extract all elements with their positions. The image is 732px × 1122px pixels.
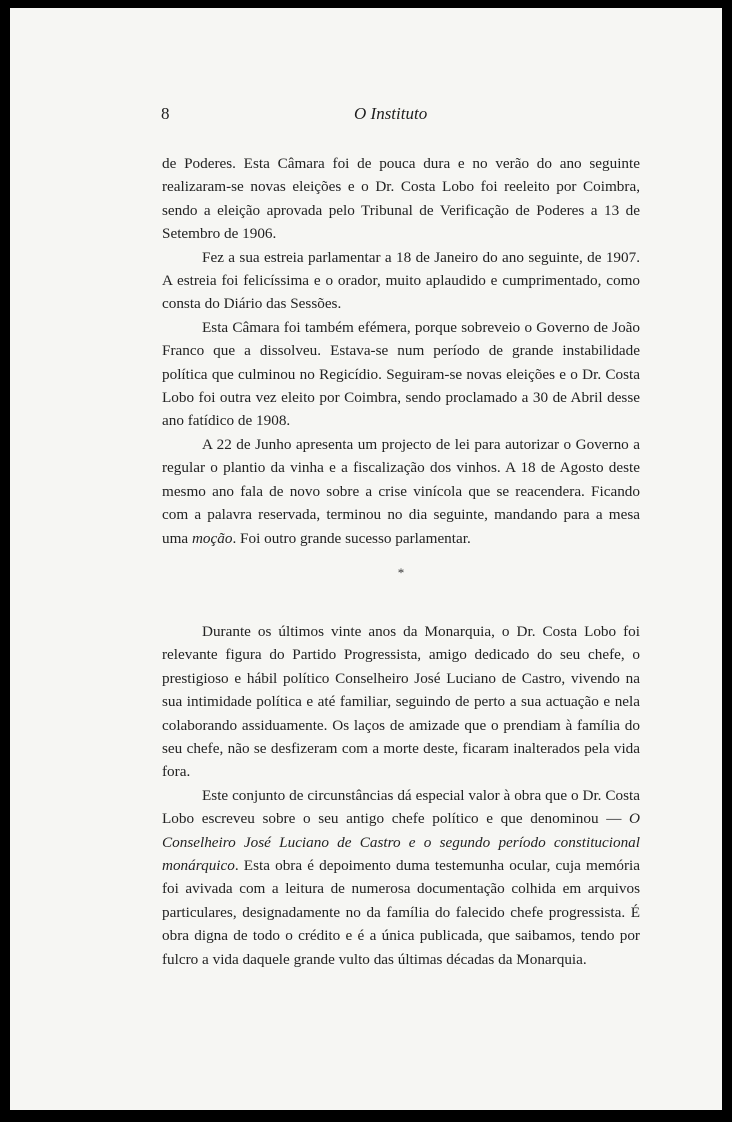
italic-term: moção <box>191 529 233 547</box>
page-header <box>161 104 481 128</box>
section-divider: * <box>397 564 405 580</box>
paragraph: Fez a sua estreia parlamentar a 18 de Janeiro do ano seguinte, de 1907. A estreia foi felicíssima e o orador, muito aplaudido e cumprimentado, como consta do Diário das Sessões. <box>162 248 640 313</box>
page-number: 8 <box>161 104 170 123</box>
paragraph: Esta Câmara foi também efémera, porque sobreveio o Governo de João Franco que a dissolveu. Estava-se num período de grande instabilidade política que culminou no Regicídio. Seguiram-se novas eleições e o Dr. Costa Lobo foi outra vez eleito por Coimbra, sendo proclamado a 30 de Abril desse ano fatídico de 1908. <box>162 318 640 430</box>
text-run: . Esta obra é depoimento duma testemunha ocular, cuja memória foi avivada com a leitura de numerosa documentação colhida em arquivos particulares, designadamente no da família do falecido chefe progressista. É obra digna de todo o crédito e é a única publicada, que saibamos, tendo por fulcro a vida daquele grande vulto das últimas décadas da Monarquia. <box>162 856 640 968</box>
paragraph: de Poderes. Esta Câmara foi de pouca dura e no verão do ano seguinte realizaram-se novas eleições e o Dr. Costa Lobo foi reeleito por Coimbra, sendo a eleição aprovada pelo Tribunal de Verificação de Poderes a 13 de Setembro de 1906. <box>162 155 640 243</box>
text-run: . Foi outro grande sucesso parlamentar. <box>232 529 471 547</box>
book-page <box>10 8 722 1110</box>
italic-book-title: O Conselheiro José Luciano de Castro e o segundo período constitucional monárquico <box>162 810 640 874</box>
body-text-upper <box>162 152 640 971</box>
paragraph: Durante os últimos vinte anos da Monarquia, o Dr. Costa Lobo foi relevante figura do Partido Progressista, amigo dedicado do seu chefe, o prestigioso e hábil político Conselheiro José Luciano de Castro, vivendo na sua intimidade política e até familiar, seguindo de perto a sua actuação e nela colaborando assiduamente. Os laços de amizade que o prendiam à família do seu chefe, não se desfizeram com a morte deste, ficaram inalterados pela vida fora. <box>162 622 640 781</box>
paragraph <box>162 784 640 971</box>
running-title: O Instituto <box>354 104 428 123</box>
text-run: Este conjunto de circunstâncias dá especial valor à obra que o Dr. Costa Lobo escreveu sobre o seu antigo chefe político e que denominou — <box>162 786 640 828</box>
text-run: A 22 de Junho apresenta um projecto de lei para autorizar o Governo a regular o plantio da vinha e a fiscalização dos vinhos. A 18 de Agosto deste mesmo ano fala de novo sobre a crise vinícola que se reacendera. Ficando com a palavra reservada, terminou no dia seguinte, mandando para a mesa uma <box>162 435 640 547</box>
paragraph <box>162 433 640 550</box>
